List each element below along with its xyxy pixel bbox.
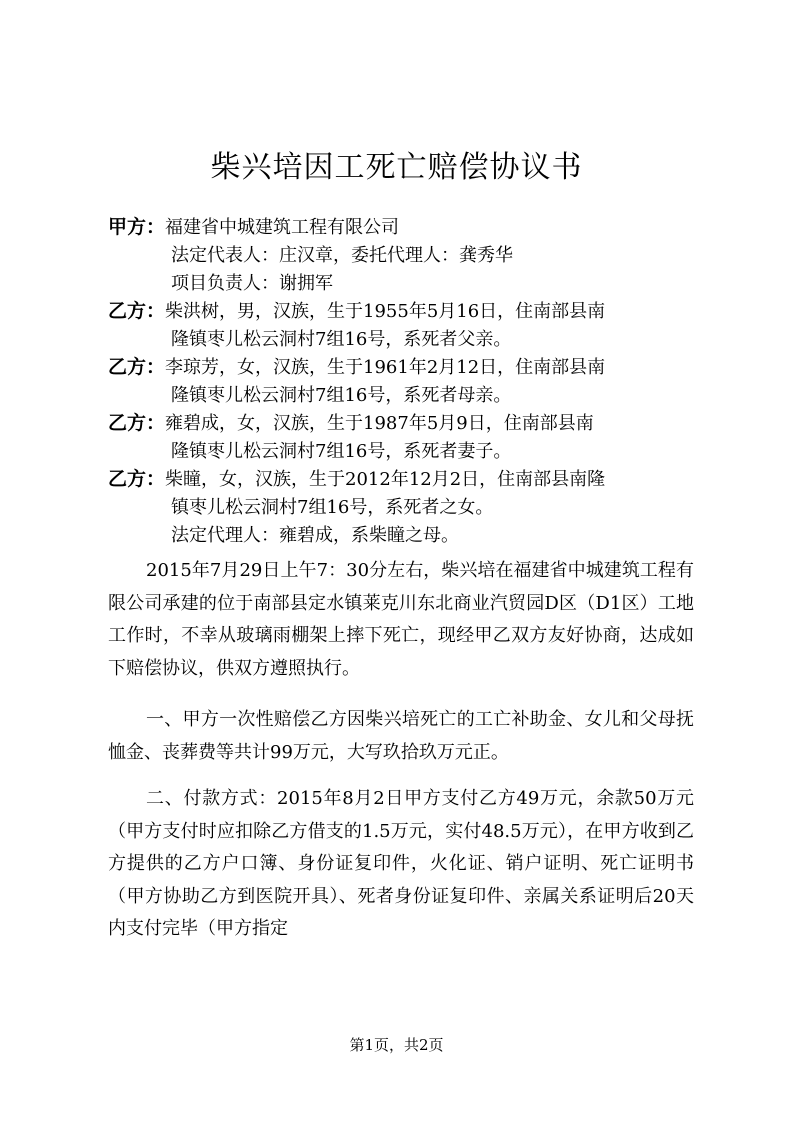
party-b-line: 雍碧成，女，汉族，生于1987年5月9日，住南部县南 [165,413,594,434]
party-b-label: 乙方： [108,468,166,490]
party-a-label: 甲方： [108,216,166,238]
party-b-line: 隆镇枣儿松云洞村7组16号，系死者父亲。 [171,329,512,350]
paragraph-incident: 2015年7月29日上午7：30分左右，柴兴培在福建省中城建筑工程有限公司承建的位于南部县定水镇莱克川东北商业汽贸园D区（D1区）工地工作时，不幸从玻璃雨棚架上摔下死亡，现经甲乙双方友好协商，达成如下赔偿协议，供双方遵照执行。 [108,560,694,679]
paragraph-payment: 二、付款方式：2015年8月2日甲方支付乙方49万元，余款50万元（甲方支付时应扣除乙方借支的1.5万元，实付48.5万元），在甲方收到乙方提供的乙方户口簿、身份证复印件，火化证、销户证明、死亡证明书（甲方协助乙方到医院开具）、死者身份证复印件、亲属关系证明后20天内支付完毕（甲方指定 [108,788,694,939]
party-b-label: 乙方： [108,356,166,378]
party-b-line: 柴洪树，男，汉族，生于1955年5月16日，住南部县南 [165,301,606,322]
party-b-block-3 [108,409,698,466]
party-b-line: 柴瞳，女，汉族，生于2012年12月2日，住南部县南隆 [165,469,606,490]
party-b-line: 隆镇枣儿松云洞村7组16号，系死者母亲。 [171,385,512,406]
paragraph-compensation: 一、甲方一次性赔偿乙方因柴兴培死亡的工亡补助金、女儿和父母抚恤金、丧葬费等共计99万元，大写玖拾玖万元正。 [108,709,694,763]
page-footer: 第1页，共2页 [349,1036,444,1054]
party-a-block [108,213,698,298]
party-b-line: 隆镇枣儿松云洞村7组16号，系死者妻子。 [171,441,512,462]
party-b-label: 乙方： [108,412,166,434]
party-a-representative: 法定代表人：庄汉章，委托代理人：龚秀华 [171,245,513,266]
party-b-line: 镇枣儿松云洞村7组16号，系死者之女。 [171,497,494,518]
party-b-block-2 [108,353,698,410]
party-b-guardian: 法定代理人：雍碧成，系柴瞳之母。 [171,525,459,546]
party-b-line: 李琼芳，女，汉族，生于1961年2月12日，住南部县南 [165,357,606,378]
party-a-name: 福建省中城建筑工程有限公司 [165,217,400,238]
document-title: 柴兴培因工死亡赔偿协议书 [210,150,583,185]
party-a-project-manager: 项目负责人：谢拥军 [171,273,333,294]
party-b-label: 乙方： [108,300,166,322]
party-b-block-1 [108,297,698,354]
party-b-block-4 [108,465,698,550]
